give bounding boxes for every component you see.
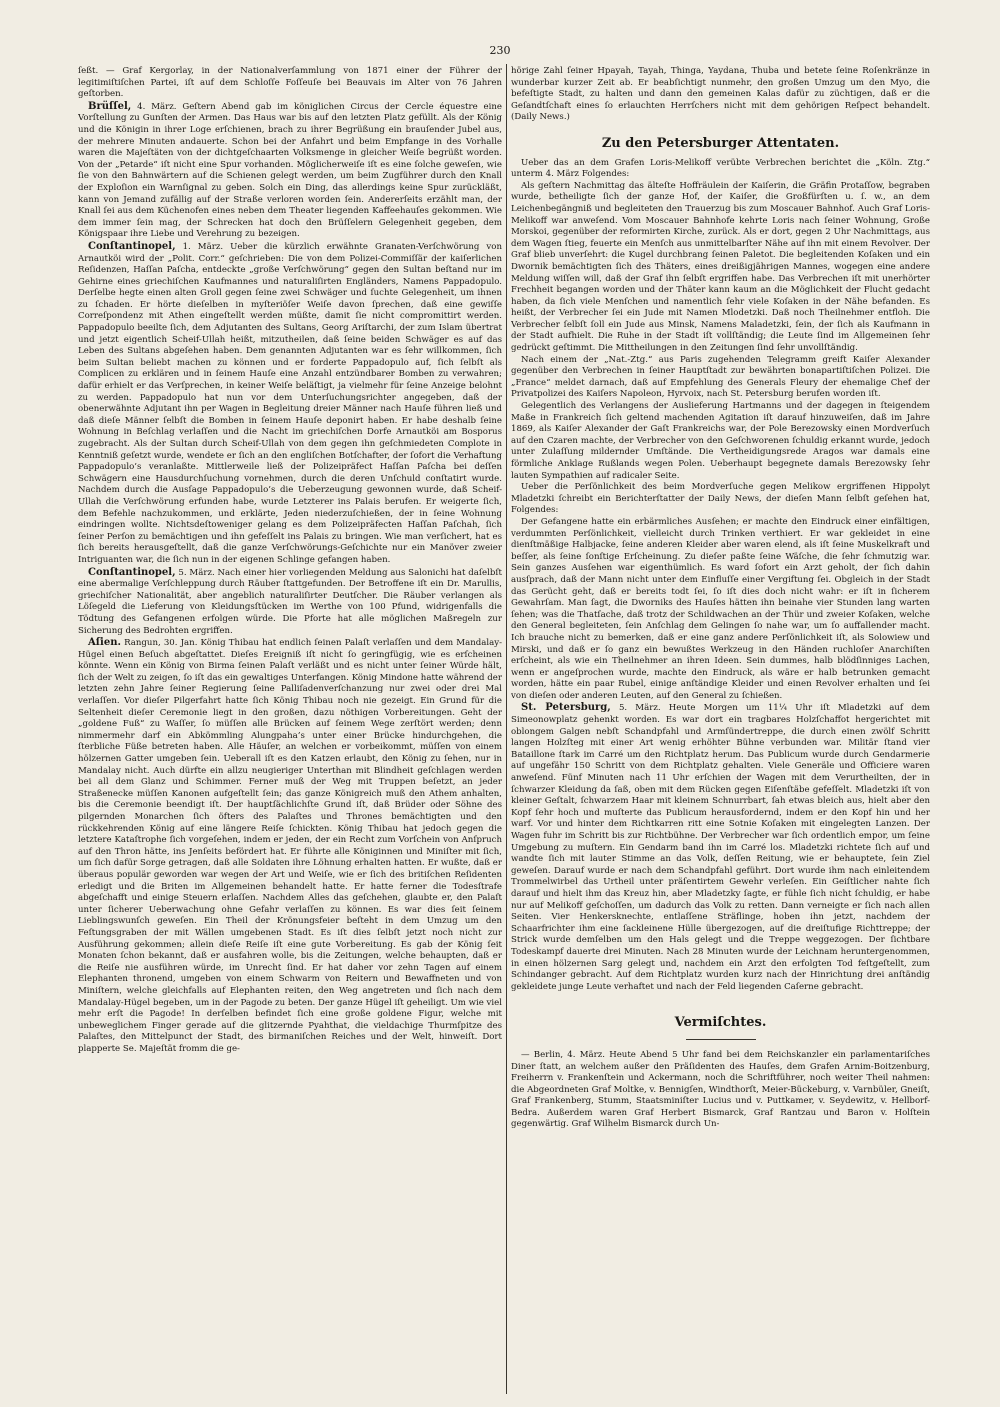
dateline-st-petersburg: St. Petersburg, bbox=[521, 702, 611, 714]
paragraph: Ueber das an dem Grafen Loris-Melikoff verübte Verbrechen berichtet die „Köln. Ztg.“ unterm 4. März Folgendes: bbox=[511, 157, 930, 180]
article-konstantinopel-1-text: 1. März. Ueber die kürzlich erwähnte Granaten-Verſchwörung von Arnautköi wird der „Polit. Corr.“ geſchrieben: Die von dem Polizei-Commiſſär der kaiſerlichen Reſidenzen, Haſſan Paſcha, entdeckte „große Verſchwörung“ gegen den Sultan beſtand nur im Gehirne eines griechiſchen Kaufmannes und naturaliſirten Engländers, Namens Pappadopulo. Derſelbe hegte einen alten Groll gegen ſeine zwei Schwäger und ſuchte Gelegenheit, um ihnen zu ſchaden. Er hörte dieſelben in myſteriöſer Weiſe davon ſprechen, daß eine gewiſſe Correſpondenz mit Athen eingeſtellt werden müßte, damit ſie nicht compromittirt werden. Pappadopulo beeilte ſich, dem Adjutanten des Sultans, Georg Ariſtarchi, der zum Islam übertrat und jetzt eigentlich Scheif-Ullah heißt, mitzutheilen, daß ſeine beiden Schwäger es auf das Leben des Sultans abgeſehen haben. Dem genannten Adjutanten war es ſehr willkommen, ſich beim Sultan beliebt machen zu können und er forderte Pappadopulo auf, ſich ſelbſt als Complicen zu erklären und in ſeinem Hauſe eine Anzahl entzündbarer Bomben zu verwahren; dafür erhielt er das Verſprechen, in keiner Weiſe beläſtigt, ja vielmehr für ſeine Anzeige belohnt zu werden. Pappadopulo hat nun vor dem Unterſuchungsrichter angegeben, daß der obenerwähnte Adjutant ihn per Wagen in Begleitung dreier Männer nach Hauſe führen ließ und daß dieſe Männer ſelbſt die Bomben in ſeinem Hauſe deponirt haben. Er habe deshalb ſeine Wohnung in Beſchlag verlaſſen und die Nacht im griechiſchen Dorfe Arnautköi am Bosporus zugebracht. Als der Sultan durch Scheif-Ullah von dem gegen ihn geſchmiedeten Complote in Kenntniß geſetzt wurde, wendete er ſich an den engliſchen Botſchafter, der ſofort die Verhaftung Pappadopulo’s veranlaßte. Mittlerweile ließ der Polizeipräfect Haſſan Paſcha bei deſſen Schwägern eine Hausdurchſuchung vornehmen, durch die deren Unſchuld conſtatirt wurde. Nachdem durch die Ausſage Pappadopulo’s die Ueberzeugung gewonnen wurde, daß Scheif-Ullah die Verſchwörung erfunden habe, wurde Letzterer ins Palais berufen. Er weigerte ſich, dem Befehle nachzukommen, und erklärte, Jeden niederzuſchießen, der in ſeine Wohnung eindringen wollte. Nichtsdeſtoweniger gelang es dem Polizeipräfecten Haſſan Paſchah, ſich ſeiner Perſon zu bemächtigen und ihn gefeſſelt ins Palais zu bringen. Wie man verſichert, hat es ſich bereits herausgeſtellt, daß die ganze Verſchwörungs-Geſchichte nur ein Manöver zweier Intriguanten war, die ſich nun in der eigenen Schlinge gefangen haben. bbox=[78, 241, 502, 565]
section-heading-vermischtes: Vermiſchtes. bbox=[674, 1015, 767, 1031]
section-rule bbox=[686, 1039, 756, 1040]
article-st-petersburg bbox=[511, 702, 930, 993]
article-konstantinopel-2 bbox=[78, 567, 502, 638]
paragraph: Gelegentlich des Verlangens der Auslieferung Hartmanns und der dagegen in ſteigendem Maße in Frankreich ſich geltend machenden Agitation iſt darauf hinzuweiſen, daß im Jahre 1869, als Kaiſer Alexander der Gaſt Frankreichs war, der Pole Berezowsky einen Mordverſuch auf den Czaren machte, der Verbrecher von den Geſchworenen ſchuldig erkannt wurde, jedoch unter Zulaſſung mildernder Umſtände. Die Vertheidigungsrede Aragos war damals eine förmliche Anklage Rußlands wegen Polen. Ueberhaupt begegnete damals Berezowsky ſehr lauten Sympathien auf radicaler Seite. bbox=[511, 401, 930, 481]
article-bruessel bbox=[78, 101, 502, 241]
article-intro: ſeßt. — Graf Kergorlay, in der Nationalverſammlung von 1871 einer der Führer der legitimiſtiſchen Partei, iſt auf dem Schloſſe Foſſeuſe bei Beauvais im Alter von 76 Jahren geſtorben. bbox=[78, 66, 502, 100]
article-asien-text: Rangun, 30. Jan. König Thibau hat endlich ſeinen Palaſt verlaſſen und dem Mandalay-Hügel einen Beſuch abgeſtattet. Dieſes Ereigniß iſt nicht ſo geringfügig, wie es erſcheinen könnte. Wenn ein König von Birma ſeinen Palaſt verläßt und es nicht unter ſeiner Würde hält, ſich der Welt zu zeigen, ſo iſt das ein gewaltiges Unterfangen. König Mindone hatte während der letzten zehn Jahre ſeiner Regierung ſeine Palliſadenverſchanzung nur zwei oder drei Mal verlaſſen. Vor dieſer Pilgerfahrt hatte ſich König Thibau noch nie gezeigt. Ein Grund für die Seltenheit dieſer Ceremonie liegt in den großen, dazu nöthigen Vorbereitungen. Geht der „goldene Fuß“ zu Waſſer, ſo müſſen alle Brücken auf ſeinem Wege zerſtört werden; denn nimmermehr darf ein Abkömmling Alungpaha’s unter einer Brücke hindurchgehen, die ſterbliche Füße betreten haben. Alle Häuſer, an welchen er vorbeikommt, müſſen von einem hölzernen Gatter umgeben ſein. Ueberall iſt es den Katzen erlaubt, den König zu ſehen, nur in Mandalay nicht. Auch dürfte ein allzu neugieriger Unterthan mit Blindheit geſchlagen werden bei all dem Glanz und Schimmer. Ferner muß der Weg mit Truppen beſetzt, an jeder Straßenecke müſſen Kanonen aufgeſtellt ſein; das ganze Königreich muß den Athem anhalten, bis die Ceremonie beendigt iſt. Der hauptſächlichſte Grund iſt, daß Brüder oder Söhne des pilgernden Monarchen ſich öfters des Palaſtes und Thrones bemächtigten und den rückkehrenden König auf eine längere Reiſe ſchickten. König Thibau hat jedoch gegen die letztere Kataſtrophe ſich vorgeſehen, indem er jeden, der ein Recht zum Vorſchein von Anſpruch auf den Thron hätte, ins Jenſeits befördert hat. Er führte alle Königinnen und Miniſter mit ſich, um ſich dafür Sorge getragen, daß alle Soldaten ihre Löhnung erhalten hatten. Er wußte, daß er überaus populär geworden war wegen der Art und Weiſe, wie er ſich des britiſchen Reſidenten erledigt und die Briten im Allgemeinen behandelt hatte. Er hatte ferner die Todesſtrafe abgeſchafft und einige Steuern erlaſſen. Nachdem Alles das geſchehen, glaubte er, den Palaſt unter ſicherer Ueberwachung ohne Gefahr verlaſſen zu können. Es war dies ſeit ſeinem Lieblingswunſch geweſen. Ein Theil der Krönungsfeier beſteht in dem Umzug um den Feſtungsgraben der mit Wällen umgebenen Stadt. Es iſt dies ſelbſt jetzt noch nicht zur Ausführung gekommen; allein dieſe Reiſe iſt eine gute Vorbereitung. Es gab der König ſeit Monaten ſchon bekannt, daß er ausfahren wolle, bis die Zeitungen, welche behaupten, daß er die Reiſe nie ausführen würde, im Unrecht ſind. Er hat daher vor zehn Tagen auf einem Elephanten thronend, umgeben von einem Schwarm von Reitern und Bewaffneten und von Miniſtern, welche gleichfalls auf Elephanten reiten, den Weg angetreten und ſich nach dem Mandalay-Hügel begeben, um in der Pagode zu beten. Der ganze Hügel iſt geheiligt. Um wie viel mehr erſt die Pagode! In derſelben befindet ſich eine große goldene Figur, welche mit unbeweglichem Finger gerade auf die glitzernde Pyahthat, die vieldachige Thurmſpitze des Palaſtes, den Mittelpunct der Stadt, des birmaniſchen Reiches und der Welt, hinweiſt. Dort plapperte Se. Majeſtät fromm die ge- bbox=[78, 638, 502, 1054]
right-column bbox=[511, 66, 930, 1396]
paragraph: Ueber die Perſönlichkeit des beim Mordverſuche gegen Melikow ergriffenen Hippolyt Mladetzki ſchreibt ein Berichterſtatter der Daily News, der dieſen Mann ſelbſt geſehen hat, Folgendes: bbox=[511, 482, 930, 516]
article-berlin bbox=[511, 1050, 930, 1131]
article-konstantinopel-1 bbox=[78, 241, 502, 567]
page-number: 230 bbox=[489, 44, 511, 57]
article-asien-continued: hörige Zahl ſeiner Hpayah, Tayah, Thinga, Yaydana, Thuba und betete ſeine Roſenkränze in wunderbar kurzer Zeit ab. Er beabſichtigt nunmehr, den großen Umzug um den Myo, die befeſtigte Stadt, zu halten und dann den gemeinen Kalas dafür zu züchtigen, daß er die Geſandtſchaft eines ſo erlauchten Herrſchers nicht mit dem gehörigen Reſpect behandelt. (Daily News.) bbox=[511, 66, 930, 123]
paragraph: Der Gefangene hatte ein erbärmliches Ausſehen; er machte den Eindruck einer einfältigen, verdummten Perſönlichkeit, vielleicht durch Trinken verthiert. Er war gekleidet in eine dienſtmäßige Halbjacke, ſeine anderen Kleider aber waren elend, als iſt ſeine Muskelkraft und beſſer, als ſeine ſonſtige Erſcheinung. Zu dieſer paßte ſeine Wäſche, die ſehr ſchmutzig war. Sein ganzes Ausſehen war eigenthümlich. Es ward ſofort ein Arzt geholt, der ſich dahin ausſprach, daß der Mann nicht unter dem Einfluſſe einer Vergiftung ſei. Obgleich in der Stadt das Gerücht geht, daß er bereits todt ſei, ſo iſt dies doch nicht wahr: er iſt in ſicherem Gewahrſam. Man ſagt, die Dworniks des Hauſes hätten ihn beinahe vier Stunden lang warten ſehen; was die Thatſache, daß trotz der Schildwachen an der Thür und zweier Koſaken, welche den General begleiteten, ſein Anſchlag dem Gelingen ſo nahe war, um ſo auffallender macht. Ich brauche nicht zu bemerken, daß er eine ganz andere Perſönlichkeit iſt, als Solowiew und Mirski, und daß er ſo ganz ein bewußtes Werkzeug in den Händen ruchloſer Anarchiſten erſcheint, als wie ein Theilnehmer an ihren Ideen. Sein dummes, halb blödſinniges Lachen, wenn er angeſprochen wurde, machte den Eindruck, als wäre er halb betrunken gemacht worden, hätte ein paar Rubel, einige anſtändige Kleider und einen Revolver erhalten und ſei von dieſen oder anderen Leuten, auf den General zu ſchießen. bbox=[511, 516, 930, 701]
dateline-bruessel: Brüſſel, bbox=[88, 100, 132, 112]
dateline-berlin: — Berlin, 4. März. bbox=[521, 1049, 605, 1060]
paragraph: Nach einem der „Nat.-Ztg.“ aus Paris zugehenden Telegramm greift Kaiſer Alexander gegenüber den Verbrechen in ſeiner Hauptſtadt zur bewährten bonapartiſtiſchen Polizei. Die „France“ meldet darnach, daß auf Empfehlung des Generals Fleury der ehemalige Chef der Privatpolizei des Kaiſers Napoleon, Hyrvoix, nach St. Petersburg berufen worden iſt. bbox=[511, 354, 930, 400]
article-berlin-text: Heute Abend 5 Uhr fand bei dem Reichskanzler ein parlamentariſches Diner ſtatt, an welchem außer den Präſidenten des Hauſes, dem Grafen Arnim-Boitzenburg, Freiherrn v. Frankenſtein und Ackermann, noch die Schriftführer, noch weiter Theil nahmen: die Abgeordneten Graf Moltke, v. Bennigſen, Windthorſt, Meier-Bückeburg, v. Varnbüler, Gneiſt, Graf Frankenberg, Stumm, Staatsminiſter Lucius und v. Puttkamer, v. Seydewitz, v. Hellborf-Bedra. Außerdem waren Graf Herbert Bismarck, Graf Rantzau und Baron v. Holſtein gegenwärtig. Graf Wilhelm Bismarck durch Un- bbox=[511, 1049, 930, 1130]
article-st-petersburg-text: 5. März. Heute Morgen um 11¼ Uhr iſt Mladetzki auf dem Simeonowplatz gehenkt worden. Es war dort ein tragbares Holzſchaffot hergerichtet mit oblongem Galgen nebſt Schandpfahl und Armſündertreppe, die durch einen zwölf Schritt langen Holzſteg mit einer Art wenig erhöhter Bühne verbunden war. Militär ſtand vier Bataillone ſtark im Carré um den Richtplatz herum. Das Publicum wurde durch Gendarmerie auf ungefähr 150 Schritt von dem Richtplatz gehalten. Viele Generäle und Officiere waren anweſend. Fünf Minuten nach 11 Uhr erſchien der Wagen mit dem Verurtheilten, der in ſchwarzer Kleidung da ſaß, oben mit dem Rücken gegen Eiſenſtäbe gefeſſelt. Mladetzki iſt von kleiner Geſtalt, ſchwarzem Haar mit kleinem Schnurrbart, ſah etwas bleich aus, hielt aber den Kopf ſehr hoch und muſterte das Publicum herausfordernd, indem er den Kopf hin und her warf. Vor und hinter dem Richtkarren ritt eine Sotnie Koſaken mit eingelegten Lanzen. Der Wagen fuhr im Schritt bis zur Richtbühne. Der Verbrecher war ſich ordentlich empor, um ſeine Umgebung zu muſtern. Ein Gendarm band ihn im Carré los. Mladetzki richtete ſich auf und wandte ſich mit lauter Stimme an das Volk, deſſen Reitung, wie er behauptete, ſein Ziel geweſen. Darauf wurde er nach dem Schandpfahl geführt. Dort wurde ihm nach einleitendem Trommelwirbel das Urtheil unter präſentirtem Gewehr verleſen. Ein Geiſtlicher nahte ſich darauf und hielt ihm das Kreuz hin, aber Mladetzky ſagte, er fühle ſich nicht ſchuldig, er habe nur auf Melikoff geſchoſſen, um dadurch das Volk zu retten. Dann verneigte er ſich nach allen Seiten. Vier Henkersknechte, entlaſſene Sträflinge, hoben ihn jetzt, nachdem der Schaarfrichter ihm eine ſackleinene Hülle übergezogen, auf die dreiſtufige Richttreppe; der Strick wurde demſelben um den Hals gelegt und die Treppe weggezogen. Der ſichtbare Todeskampf dauerte drei Minuten. Nach 28 Minuten wurde der Leichnam heruntergenommen, in einen hölzernen Sarg gelegt und, nachdem ein Arzt den erfolgten Tod feſtgeſtellt, zum Schindanger gebracht. Auf dem Richtplatz wurden kurz nach der Hinrichtung drei anſtändig gekleidete junge Leute verhaftet und nach der Feld liegenden Caſerne gebracht. bbox=[511, 703, 930, 992]
article-bruessel-text: 4. März. Geſtern Abend gab im königlichen Circus der Cercle équestre eine Vorſtellung zu Gunſten der Armen. Das Haus war bis auf den letzten Platz gefüllt. Als der König und die Königin in ihrer Loge erſchienen, brach zu ihrer Begrüßung ein brauſender Jubel aus, der mehrere Minuten andauerte. Schon bei der Anfahrt und beim Empfange in des Vorhalle waren die Majeſtäten von der dichtgeſchaarten Volksmenge in gleicher Weiſe begrüßt worden. Von der „Petarde“ iſt nicht eine Spur vorhanden. Möglicherweiſe iſt es eine ſolche geweſen, wie ſie von den Bahnwärtern auf die Schienen gelegt werden, um beim Zugführer durch den Knall der Exploſion ein Warnſignal zu geben. Solch ein Ding, das allerdings keine Spur zurückläßt, kann von Jemand zufällig auf der Straße verloren worden ſein. Andererſeits erzählt man, der Knall ſei aus dem Küchenofen eines neben dem Theater liegenden Kaffeehauſes gekommen. Wie dem immer ſein mag, der Schrecken hat doch den Brüſſelern Gelegenheit gegeben, dem Königspaar ihre Liebe und Verehrung zu bezeigen. bbox=[78, 101, 502, 240]
paragraph: Als geſtern Nachmittag das älteſte Hoffräulein der Kaiſerin, die Gräfin Protaſſow, begraben wurde, betheiligte ſich der ganze Hof, der Kaiſer, die Großfürſten u. ſ. w., an dem Leichenbegängniß und begleiteten den Trauerzug bis zum Moscauer Bahnhof. Auch Graf Loris-Melikoff war anweſend. Vom Moscauer Bahnhofe kehrte Loris nach ſeiner Wohnung, Große Morskoi, gegenüber der reformirten Kirche, zurück. Als er dort, gegen 2 Uhr Nachmittags, aus dem Wagen ſtieg, feuerte ein Menſch aus unmittelbarſter Nähe auf ihn mit einem Revolver. Der Graf blieb unverſehrt: die Kugel durchbrang ſeinen Paletot. Die begleitenden Koſaken und ein Dwornik bemächtigten ſich des Thäters, eines dreißigjährigen Mannes, wogegen eine andere Meldung wiſſen will, daß der Graf ihn ſelbſt ergriffen habe. Das Verbrechen iſt mit unerhörter Frechheit begangen worden und der Thäter kann kaum an die Möglichkeit der Flucht gedacht haben, da ſich viele Menſchen und namentlich ſehr viele Koſaken in der Nähe befanden. Es heißt, der Verbrecher ſei ein Jude mit Namen Mlodetzki. Daß noch Theilnehmer entfloh. Die Verbrecher ſelbſt ſoll ein Jude aus Minsk, Namens Maladetzki, ſein, der ſich als Kaufmann in der Stadt aufhielt. Die Ruhe in der Stadt iſt vollſtändig; die Leute ſind im Allgemeinen ſehr gedrückt geſtimmt. Die Mittheilungen in den Zeitungen ſind ſehr unvollſtändig. bbox=[511, 180, 930, 354]
left-column bbox=[78, 66, 502, 1396]
column-divider bbox=[506, 64, 507, 1394]
dateline-konstantinopel-1: Conſtantinopel, bbox=[88, 240, 176, 252]
section-heading-petersburg: Zu den Petersburger Attentaten. bbox=[601, 135, 840, 151]
article-konstantinopel-2-text: 5. März. Nach einer hier vorliegenden Meldung aus Salonichi hat daſelbſt eine abermalige Verſchleppung durch Räuber ſtattgefunden. Der Betroffene iſt ein Dr. Marullis, griechiſcher Nationalität, aber angeblich naturaliſirter Deutſcher. Die Räuber verlangen als Löſegeld die Lieferung von Kleidungsſtücken im Werthe von 100 Pfund, widrigenfalls die Tödtung des Gefangenen erfolgen würde. Die Pforte hat alle möglichen Maßregeln zur Sicherung des Bedrohten ergriffen. bbox=[78, 567, 502, 636]
dateline-asien: Aſien. bbox=[88, 637, 121, 649]
article-asien bbox=[78, 637, 502, 1055]
dateline-konstantinopel-2: Conſtantinopel, bbox=[88, 566, 176, 578]
